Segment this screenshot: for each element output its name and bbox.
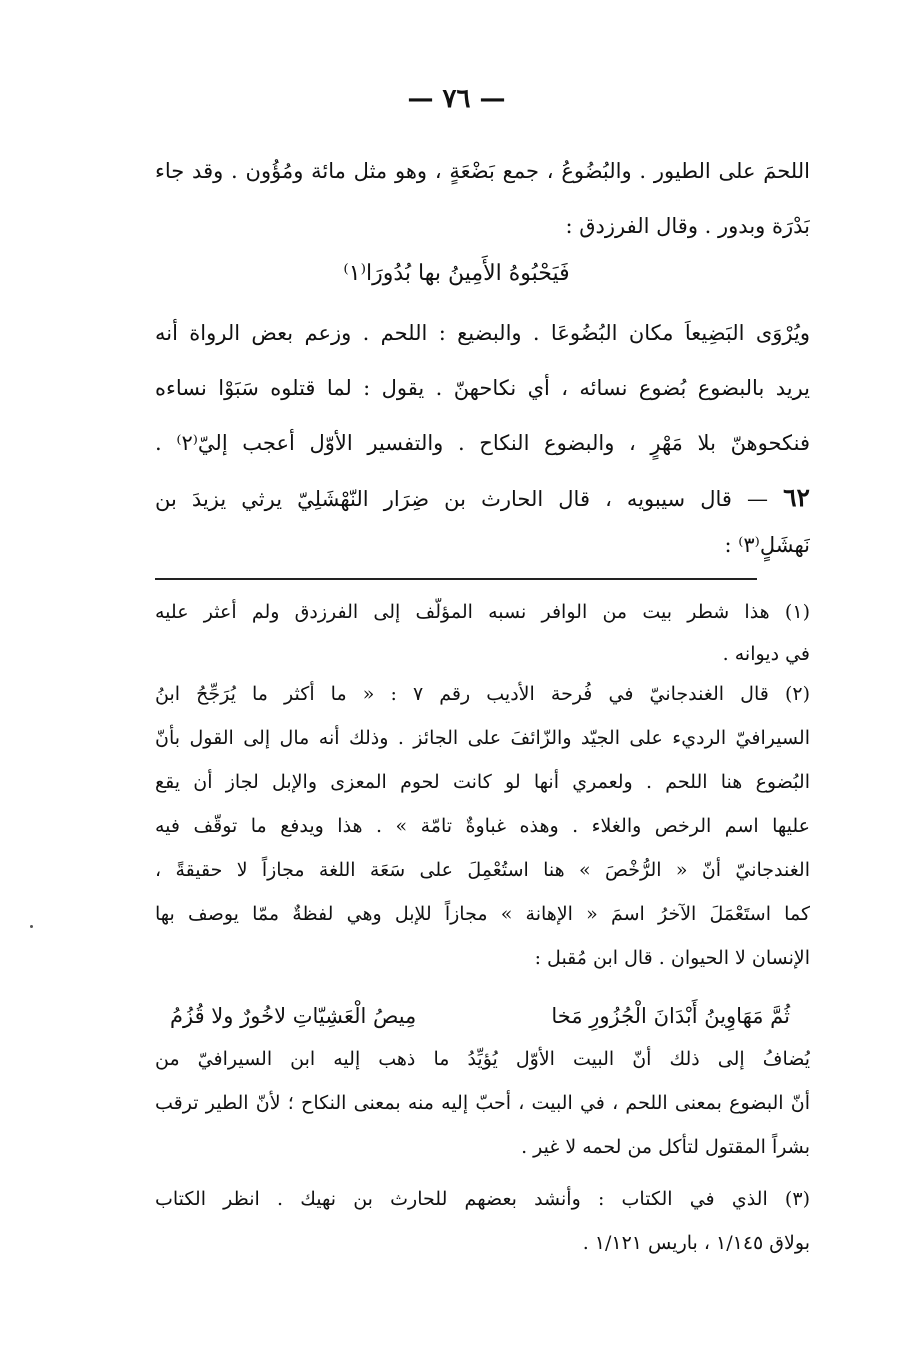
entry-number: ٦٢	[783, 483, 810, 512]
footnote-3-line-2: بولاق ١/١٤٥ ، باريس ١/١٢١ .	[582, 1232, 810, 1254]
entry-text: — قال سيبويه ، قال الحارث بن ضِرَار النّهْشَلِيّ يرثي يزيدَ بن	[155, 487, 769, 511]
footnote-2-cont-line-2: أنّ البضوع بمعنى اللحم ، في البيت ، أحبّ إليه منه بمعنى النكاح ؛ لأنّ الطير ترقب	[155, 1092, 810, 1114]
body-line-4: يريد بالبضوع بُضوع نسائه ، أي نكاحهنّ . يقول : لما قتلوه سَبَوْا نساءه	[155, 376, 810, 400]
footnote-1-line-1: (١) هذا شطر بيت من الوافر نسبه المؤلّف إلى الفرزدق ولم أعثر عليه	[155, 601, 810, 623]
page-number: — ٧٦ —	[407, 84, 506, 114]
verse-second-hemistich: مِيصُ الْعَشِيّاتِ لاخُورٌ ولا قُزُمُ	[170, 1004, 417, 1028]
footnote-3-line-1: (٣) الذي في الكتاب : وأنشد بعضهم للحارث بن نهيك . انظر الكتاب	[155, 1188, 810, 1210]
footnote-2-line-4: عليها اسم الرخص والغلاء . وهذه غباوةٌ تامّة » . هذا ويدفع ما توقّف فيه	[155, 815, 810, 837]
footnote-2-line-2: السيرافيّ الرديء على الجيّد والزّائفَ على الجائز . وذلك أنه مال إلى القول بأنّ	[155, 727, 810, 749]
footnote-2-line-1: (٢) قال الغندجانيّ في فُرحة الأديب رقم ٧ : « ما أكثر ما يُرَجِّحُ ابنُ	[155, 683, 810, 705]
footnote-2-line-7: الإنسان لا الحيوان . قال ابن مُقبل :	[534, 947, 810, 969]
footnote-2-cont-line-1: يُضافُ إلى ذلك أنّ البيت الأوّل يُؤيِّدُ ما ذهب إليه ابن السيرافيّ من	[155, 1048, 810, 1070]
footnote-verse	[155, 1000, 810, 1034]
footnote-2-line-5: الغندجانيّ أنّ « الرُّخْصَ » هنا استُعْمِلَ على سَعَة اللغة مجازاً لا حقيقةً ،	[155, 859, 810, 881]
footnote-1-line-2: في ديوانه .	[722, 643, 810, 665]
footnote-2-line-3: البُضوع هنا اللحم . ولعمري أنها لو كانت لحوم المعزى والإبل لجاز أن يقع	[155, 771, 810, 793]
margin-speck	[30, 925, 33, 928]
body-line-1: اللحمَ على الطيور . والبُضُوعُ ، جمع بَضْعَةٍ ، وهو مثل مائة ومُؤُون . وقد جاء	[155, 159, 810, 183]
entry-62-line	[155, 483, 810, 515]
body-line-2: بَدْرَة وبدور . وقال الفرزدق :	[565, 214, 810, 238]
verse-first-hemistich: ثُمَّ مَهَاوِينُ أَبْدَانَ الْجُزُورِ مَخا	[551, 1004, 790, 1028]
body-line-5: فنكحوهنّ بلا مَهْرٍ ، والبضوع النكاح . والتفسير الأوّل أعجب إليّ⁽٢⁾ .	[155, 431, 810, 455]
footnote-separator	[155, 578, 757, 580]
footnote-2-line-6: كما استَعْمَلَ الآخرُ اسمَ « الإهانة » مجازاً للإبل وهي لفظةٌ ممّا يوصف بها	[155, 903, 810, 925]
footnote-2-cont-line-3: بشراً المقتول لتأكل من لحمه لا غير .	[521, 1136, 810, 1158]
verse-line: فَيَحْبُوهُ الأَمِينُ بها بُدُورَا⁽١⁾	[343, 261, 570, 286]
body-line-3: ويُرْوَى البَضِيعاَ مكان البُضُوعَا . والبضيع : اللحم . وزعم بعض الرواة أنه	[155, 321, 810, 345]
entry-62-last-line: نَهشَلٍ⁽٣⁾ :	[724, 533, 810, 557]
